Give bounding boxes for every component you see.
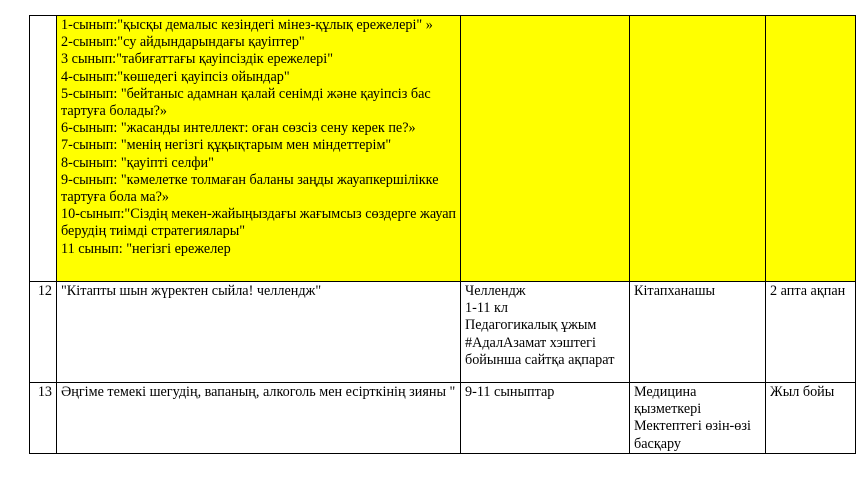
class-topic-6: 6-сынып: "жасанды интеллект: оған сөзсіз сену керек пе?» <box>61 120 416 137</box>
participants-cell <box>461 282 630 383</box>
table-row <box>30 16 856 282</box>
timing-cell <box>766 282 856 383</box>
class-topic-9: 9-сынып: "кәмелетке толмаған баланы заңды жауапкершілікке тартуға бола ма?» <box>61 171 439 206</box>
class-topic-7: 7-сынып: "менің негізгі құқықтарым мен міндеттерім" <box>61 137 392 154</box>
responsible-line: Кітапханашы <box>634 283 716 299</box>
responsible-line: Мектептегі өзін-өзі басқару <box>634 418 751 452</box>
participants-line: 9-11 сыныптар <box>465 384 555 400</box>
event-cell <box>57 282 461 383</box>
class-topic-1: 1-сынып:"қысқы демалыс кезіндегі мінез-құлық ережелері" » <box>61 17 433 33</box>
event-cell <box>57 383 461 454</box>
timing-cell <box>766 16 856 282</box>
table-row <box>30 383 856 454</box>
class-topic-4: 4-сынып:"көшедегі қауіпсіз ойындар" <box>61 68 290 85</box>
class-topic-10: 10-сынып:"Сіздің мекен-жайыңыздағы жағымсыз сөздерге жауап берудің тиімді стратегиялары" <box>61 206 457 240</box>
participants-line: Челлендж <box>465 283 526 299</box>
class-topic-2: 2-сынып:"су айдындарындағы қауіптер" <box>61 34 305 51</box>
class-topic-3: 3 сынып:"табиғаттағы қауіпсіздік ережелері" <box>61 51 334 68</box>
class-topic-5: 5-сынып: "бейтаныс адамнан қалай сенімді және қауіпсіз бас тартуға болады?» <box>61 85 431 120</box>
event-cell <box>57 16 461 282</box>
event-title: Әңгіме темекі шегудің, вапаның, алкоголь мен есірткінің зияны " <box>61 384 456 400</box>
row-number: 12 <box>30 282 57 383</box>
row-number <box>30 16 57 282</box>
participants-line: 1-11 кл <box>465 300 508 317</box>
participants-cell <box>461 16 630 282</box>
participants-cell <box>461 383 630 454</box>
participants-line: Педагогикалық ұжым <box>465 317 597 334</box>
responsible-cell <box>630 16 766 282</box>
responsible-cell <box>630 282 766 383</box>
timing-cell <box>766 383 856 454</box>
timing-line: Жыл бойы <box>770 384 835 400</box>
events-table <box>29 15 856 454</box>
responsible-cell <box>630 383 766 454</box>
responsible-line: Медицина қызметкері <box>634 384 702 418</box>
table-row <box>30 282 856 383</box>
class-topic-8: 8-сынып: "қауіпті селфи" <box>61 154 214 171</box>
timing-line: 2 апта ақпан <box>770 283 846 299</box>
row-number: 13 <box>30 383 57 454</box>
participants-line: #АдалАзамат хэштегі бойынша сайтқа ақпарат <box>465 334 615 368</box>
class-topic-11: 11 сынып: "негізгі ережелер <box>61 240 231 257</box>
event-title: "Кітапты шын жүректен сыйла! челлендж" <box>61 283 322 299</box>
